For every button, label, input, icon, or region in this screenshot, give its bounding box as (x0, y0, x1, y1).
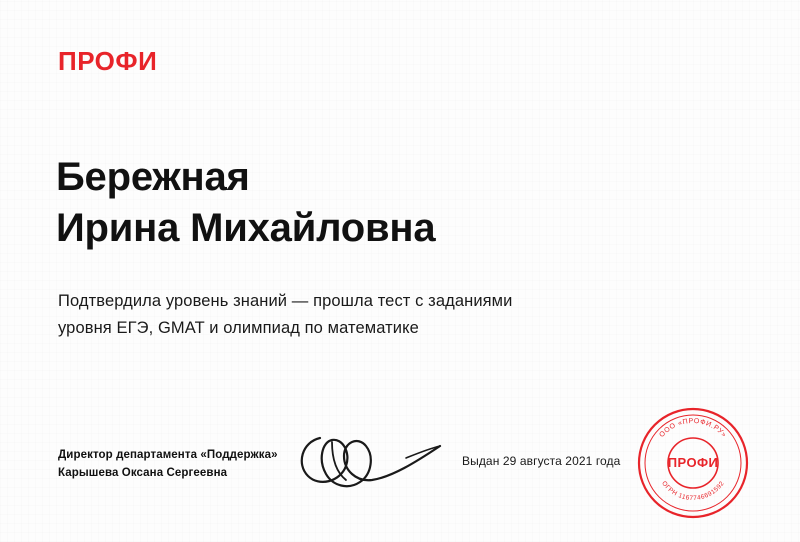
official-stamp (628, 398, 758, 528)
achievement-description (58, 288, 678, 341)
signer-name: Карышева Оксана Сергеевна (58, 466, 228, 479)
signer-title: Директор департамента «Поддержка» (58, 449, 278, 461)
svg-text:ПРОФИ: ПРОФИ (667, 455, 719, 470)
recipient-first-patronymic: Ирина Михайловна (56, 206, 436, 251)
description-line: уровня ЕГЭ, GMAT и олимпиад по математике (58, 318, 419, 337)
svg-text:ООО «ПРОФИ.РУ»: ООО «ПРОФИ.РУ» (658, 417, 728, 439)
profi-logo: ПРОФИ (58, 46, 158, 76)
recipient-last-name: Бережная (56, 155, 250, 199)
issue-date: Выдан 29 августа 2021 года (462, 454, 621, 468)
recipient-name (56, 152, 716, 254)
handwritten-signature (288, 418, 458, 498)
signer-block (58, 447, 298, 483)
description-line: Подтвердила уровень знаний — прошла тест с заданиями (58, 292, 513, 310)
svg-text:ОГРН 1167746691592: ОГРН 1167746691592 (660, 480, 726, 503)
